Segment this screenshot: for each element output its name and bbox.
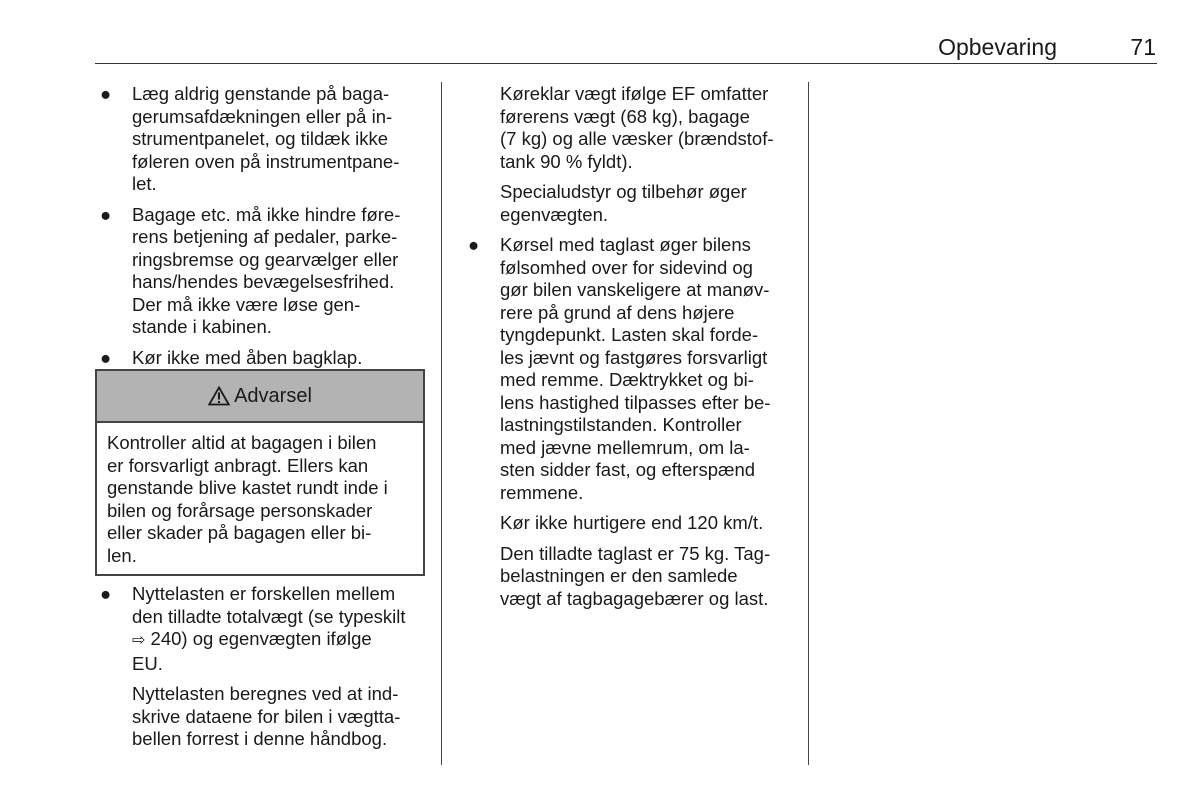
page-section-title: Opbevaring xyxy=(938,34,1057,60)
list-item xyxy=(98,347,428,370)
list-item-text: Kørsel med taglast øger bilens følsomhed over for sidevind og gør bilen vanskeligere at manøv- rere på grund af dens højere tyngdepunkt. Lasten skal forde- les jævnt og fastgøres forsvarligt med remme. Dæktrykket og bi- lens hastighed tilpasses efter be- lastningstilstanden. Kontroller med jævne mellemrum, om la- sten sidder fast, og efterspænd remmene. xyxy=(500,234,771,503)
paragraph xyxy=(466,83,796,173)
list-item-text: Kør ikke med åben bagklap. xyxy=(132,346,363,368)
warning-body: Kontroller altid at bagagen i bilen er forsvarligt anbragt. Ellers kan genstande blive kastet rundt inde i bilen og forårsage personskader eller skader på bagagen eller bi- len. xyxy=(107,432,388,566)
page-number: 71 xyxy=(1130,34,1156,60)
paragraph xyxy=(98,683,428,751)
column-1 xyxy=(98,83,428,369)
paragraph-text: Kør ikke hurtigere end 120 km/t. xyxy=(500,512,764,533)
bullet-icon: ● xyxy=(468,234,480,255)
cross-reference-page[interactable]: 240 xyxy=(145,628,182,649)
list-item-text: Bagage etc. må ikke hindre føre- rens betjening af pedaler, parke- ringsbremse og gearvælger eller hans/hendes bevægelsesfrihed. Der må ikke være løse gen- stande i kabinen. xyxy=(132,203,401,337)
list-item xyxy=(98,583,428,675)
list-item-text: Nyttelasten er forskellen mellem xyxy=(132,583,396,604)
header-rule xyxy=(95,63,1157,64)
list-item xyxy=(466,234,796,504)
warning-title: Advarsel xyxy=(234,384,312,407)
warning-header xyxy=(97,371,423,423)
paragraph xyxy=(466,181,796,226)
bullet-icon: ● xyxy=(100,583,112,604)
cross-reference-arrow-icon: ⇨ xyxy=(132,632,146,649)
list-item-text: EU. xyxy=(132,652,163,674)
paragraph-text: Den tilladte taglast er 75 kg. Tag- belastningen er den samlede vægt af tagbagagebærer og last. xyxy=(500,542,771,609)
list-item xyxy=(98,204,428,339)
list-item-text: den tilladte totalvægt (se typeskilt xyxy=(132,605,406,627)
paragraph xyxy=(466,543,796,611)
column-divider-2 xyxy=(808,82,809,765)
bullet-icon: ● xyxy=(100,346,112,368)
list-item-text: Læg aldrig genstande på baga- gerumsafdækningen eller på in- strumentpanelet, og tildæk ikke føleren oven på instrumentpane- let. xyxy=(132,83,400,194)
bullet-icon: ● xyxy=(100,83,112,104)
column-1-lower xyxy=(98,583,428,751)
warning-triangle-icon xyxy=(208,386,230,406)
column-divider-1 xyxy=(441,82,442,765)
column-2 xyxy=(466,83,796,610)
paragraph-text: Køreklar vægt ifølge EF omfatter førerens vægt (68 kg), bagage (7 kg) og alle væsker (brændstof- tank 90 % fyldt). xyxy=(500,83,774,172)
bullet-icon: ● xyxy=(100,203,112,225)
paragraph xyxy=(466,512,796,535)
warning-box xyxy=(95,369,425,576)
paragraph-text: Nyttelasten beregnes ved at ind- skrive dataene for bilen i vægtta- bellen forrest i denne håndbog. xyxy=(132,683,401,749)
list-item xyxy=(98,83,428,196)
list-item-text: ) og egenvægten ifølge xyxy=(181,628,372,649)
paragraph-text: Specialudstyr og tilbehør øger egenvægten. xyxy=(500,181,747,225)
